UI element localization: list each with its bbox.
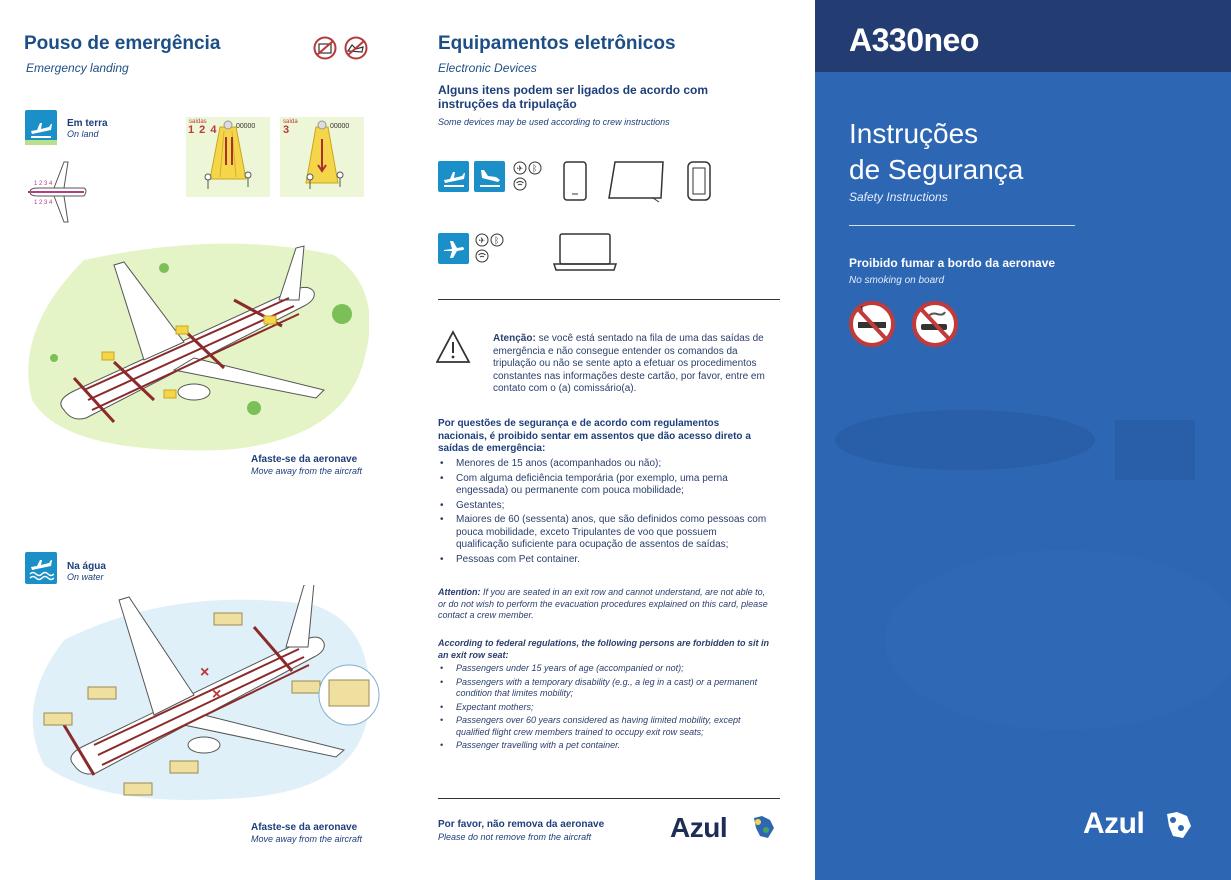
svg-text:1 2 3 4: 1 2 3 4 [34,200,53,206]
list-item: • Pessoas com Pet container. [438,554,770,567]
no-vaping-icon [914,303,956,345]
on-water-badge-icon [25,552,57,584]
devices-lead: Alguns itens podem ser ligados de acordo com instruções da tripulação [438,83,709,111]
list-item: • Menores de 15 anos (acompanhados ou não); [438,458,770,471]
on-land-badge-icon [25,110,57,144]
inflight-icon [438,233,469,264]
do-not-remove-label-en: Please do not remove from the aircraft [438,832,592,842]
on-land-label: Em terra [67,118,108,129]
water-move-away-label: Afaste-se da aeronave [251,822,358,833]
electronic-devices-title: Equipamentos eletrônicos [438,33,676,54]
emergency-landing-subtitle: Emergency landing [26,61,129,75]
no-smoking-icons [849,300,961,350]
cover-background-motif [815,380,1231,800]
inflight-airplane-mode-bluetooth-wifi-icon [474,232,510,266]
water-move-away-label-en: Move away from the aircraft [251,834,363,844]
svg-text:×: × [212,686,222,703]
tablet-icon [605,160,669,204]
exit-row-rules-heading-en: According to federal regulations, the following persons are forbidden to sit in an exit row seat: [438,638,770,660]
warning-icon [436,330,472,364]
azul-cover-logo: Azul [1083,807,1145,840]
on-water-label: Na água [67,561,106,572]
laptop-icon [552,230,618,274]
list-item: • Passenger travelling with a pet container. [438,740,774,752]
devices-divider [438,299,780,300]
slide-exit-3-illustration: saída 3 0 0 0 0 0 [280,117,364,197]
exit-row-rules-heading-pt: Por questões de segurança e de acordo com regulamentos nacionais, é proibido sentar em assentos que dão acesso direto a saídas de emergência: [438,418,751,454]
exit-row-rules-list-en [438,663,774,752]
list-item: • Passengers over 60 years considered as having limited mobility, except qualified flight crew members trained to occupy exit row seats; [438,715,774,738]
svg-text:×: × [200,664,210,681]
no-smoking-label-en: No smoking on board [849,275,945,286]
ereader-icon [686,160,714,204]
cover-panel [815,0,1231,880]
svg-text:ᛒ: ᛒ [494,235,500,246]
landing-icon [474,161,505,192]
svg-text:ᛒ: ᛒ [532,163,538,174]
on-land-label-en: On land [67,129,99,139]
electronic-devices-panel [400,0,815,880]
land-move-away-label: Afaste-se da aeronave [251,454,358,465]
evacuation-on-water-illustration [24,585,384,810]
list-item: • Com alguma deficiência temporária (por exemplo, uma perna engessada) ou permanente com pouca mobilidade; [438,473,770,498]
emergency-landing-panel [0,0,400,880]
exit-layout-diagram [24,160,90,224]
list-item: • Passengers with a temporary disability (e.g., a leg in a cast) or a permanent condition that limites mobility; [438,677,774,700]
list-item: • Passengers under 15 years of age (accompanied or not); [438,663,774,675]
svg-text:✈: ✈ [478,236,486,245]
svg-text:✈: ✈ [516,164,524,173]
svg-text:1 2 3 4: 1 2 3 4 [34,181,53,187]
no-smoking-label: Proibido fumar a bordo da aeronave [849,256,1056,270]
attention-text-en: Attention: If you are seated in an exit row and cannot understand, are not able to, or do not wish to perform the evacuation procedures explained on this card, please contact a crew member. [438,587,768,620]
evacuation-on-land-illustration [24,240,369,455]
cover-divider [849,225,1075,226]
azul-logo-mark-icon [748,814,780,842]
emergency-landing-title: Pouso de emergência [24,33,221,54]
land-move-away-label-en: Move away from the aircraft [251,466,363,476]
do-not-remove-label: Por favor, não remova da aeronave [438,819,605,830]
azul-cover-logo-mark-icon [1161,810,1197,842]
phone-icon [562,160,590,204]
list-item: • Maiores de 60 (sessenta) anos, que são definidos como pessoas com pouca mobilidade, exceto Tripulantes de voo que possuem qualificação suficiente para ocupação de assentos de saídas; [438,514,770,552]
safety-instructions-subtitle: Safety Instructions [849,190,948,204]
airplane-mode-bluetooth-wifi-icon [512,160,544,194]
electronic-devices-subtitle: Electronic Devices [438,61,537,75]
on-water-label-en: On water [67,572,104,582]
footer-divider [438,798,780,799]
exit-row-rules-list-pt [438,458,770,566]
no-cigarette-icon [851,303,893,345]
list-item: • Gestantes; [438,500,770,513]
attention-text-pt: Atenção: se você está sentado na fila de uma das saídas de emergência e não consegue entender os comandos da tripulação ou não se sente apto a efetuar os procedimentos constantes nas informações deste cartão, por favor, entre em contato com o (a) comissário(a). [493,333,765,394]
aircraft-model: A330neo [849,22,979,58]
slide-exits-124-illustration: saídas 1 2 4 0 0 0 0 0 [186,117,270,197]
azul-logo: Azul [670,812,728,843]
safety-instructions-title: Instruções de Segurança [849,118,1024,185]
list-item: • Expectant mothers; [438,702,774,714]
devices-lead-en: Some devices may be used according to crew instructions [438,117,670,127]
no-baggage-icon [312,35,370,61]
takeoff-icon [438,161,469,192]
